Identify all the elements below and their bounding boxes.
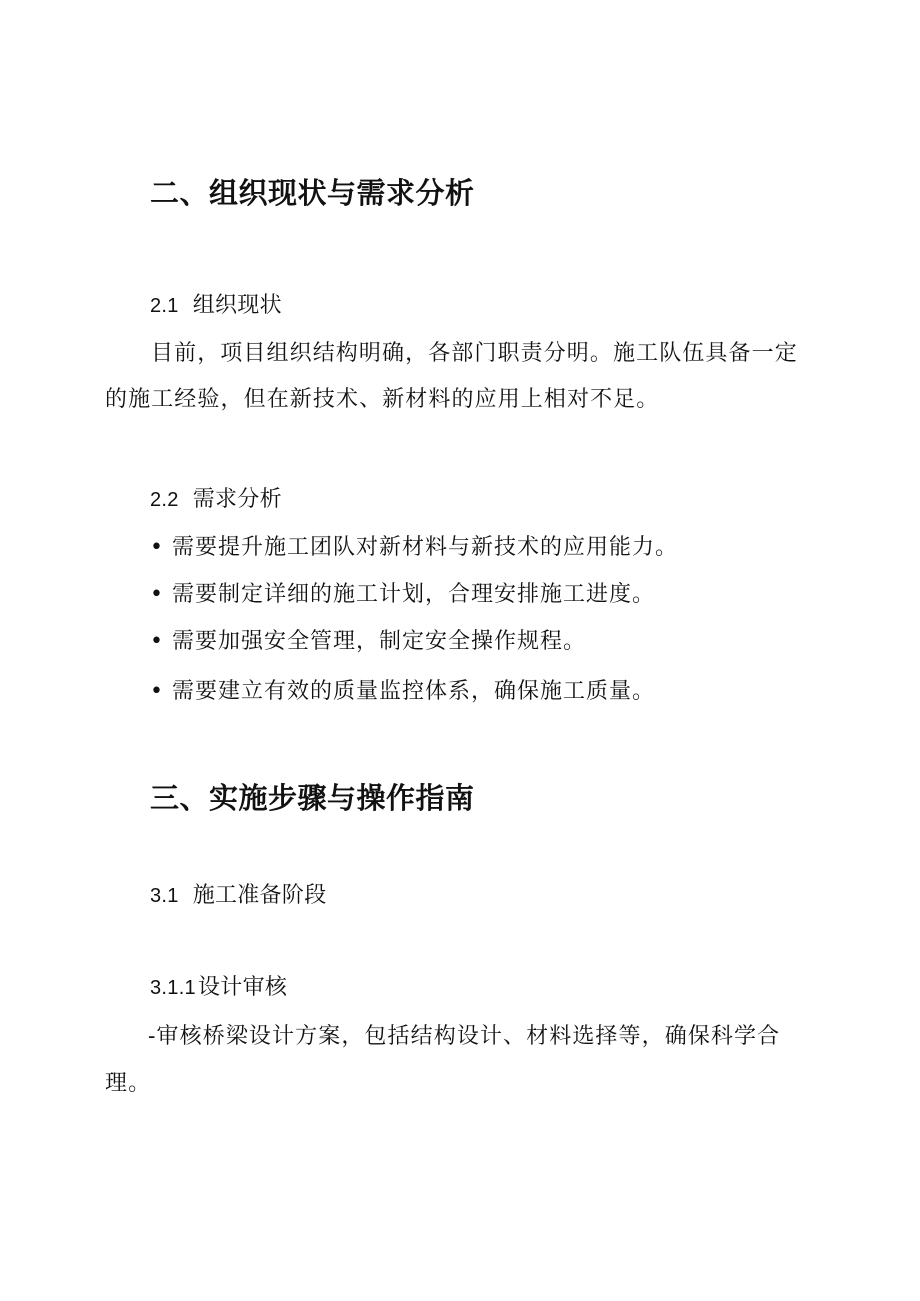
paragraph-line: 的施工经验，但在新技术、新材料的应用上相对不足。	[105, 387, 660, 412]
subsection-heading	[150, 288, 282, 319]
subsection-title: 施工准备阶段	[192, 883, 327, 908]
list-item-text: 需要建立有效的质量监控体系，确保施工质量。	[172, 679, 656, 704]
subsection-heading	[150, 482, 282, 513]
subsubsection-heading	[150, 970, 287, 1001]
subsection-number: 2.1	[150, 295, 179, 317]
subsection-title: 组织现状	[192, 293, 282, 318]
subsection-heading	[150, 878, 327, 909]
section-title: 三、实施步骤与操作指南	[150, 781, 475, 815]
subsubsection-title: 设计审核	[197, 975, 288, 1000]
paragraph-line: 理。	[105, 1071, 152, 1096]
list-item	[150, 624, 586, 655]
subsection-title: 需求分析	[192, 487, 282, 512]
list-item	[150, 674, 655, 705]
subsubsection-number: 3.1.1	[150, 977, 196, 999]
list-item-text: 需要加强安全管理，制定安全操作规程。	[172, 629, 587, 654]
list-item-text: 需要提升施工团队对新材料与新技术的应用能力。	[172, 535, 679, 560]
section-title: 二、组织现状与需求分析	[150, 176, 475, 210]
subsection-number: 2.2	[150, 489, 179, 511]
paragraph-line: -审核桥梁设计方案，包括结构设计、材料选择等，确保科学合	[148, 1024, 781, 1049]
paragraph-line: 目前，项目组织结构明确，各部门职责分明。施工队伍具备一定	[151, 341, 798, 366]
bullet-icon: •	[150, 582, 164, 607]
list-item	[150, 530, 678, 561]
subsection-number: 3.1	[150, 885, 179, 907]
bullet-icon: •	[150, 629, 164, 654]
list-item-text: 需要制定详细的施工计划，合理安排施工进度。	[172, 582, 656, 607]
bullet-icon: •	[150, 679, 164, 704]
list-item	[150, 577, 655, 608]
bullet-icon: •	[150, 535, 164, 560]
